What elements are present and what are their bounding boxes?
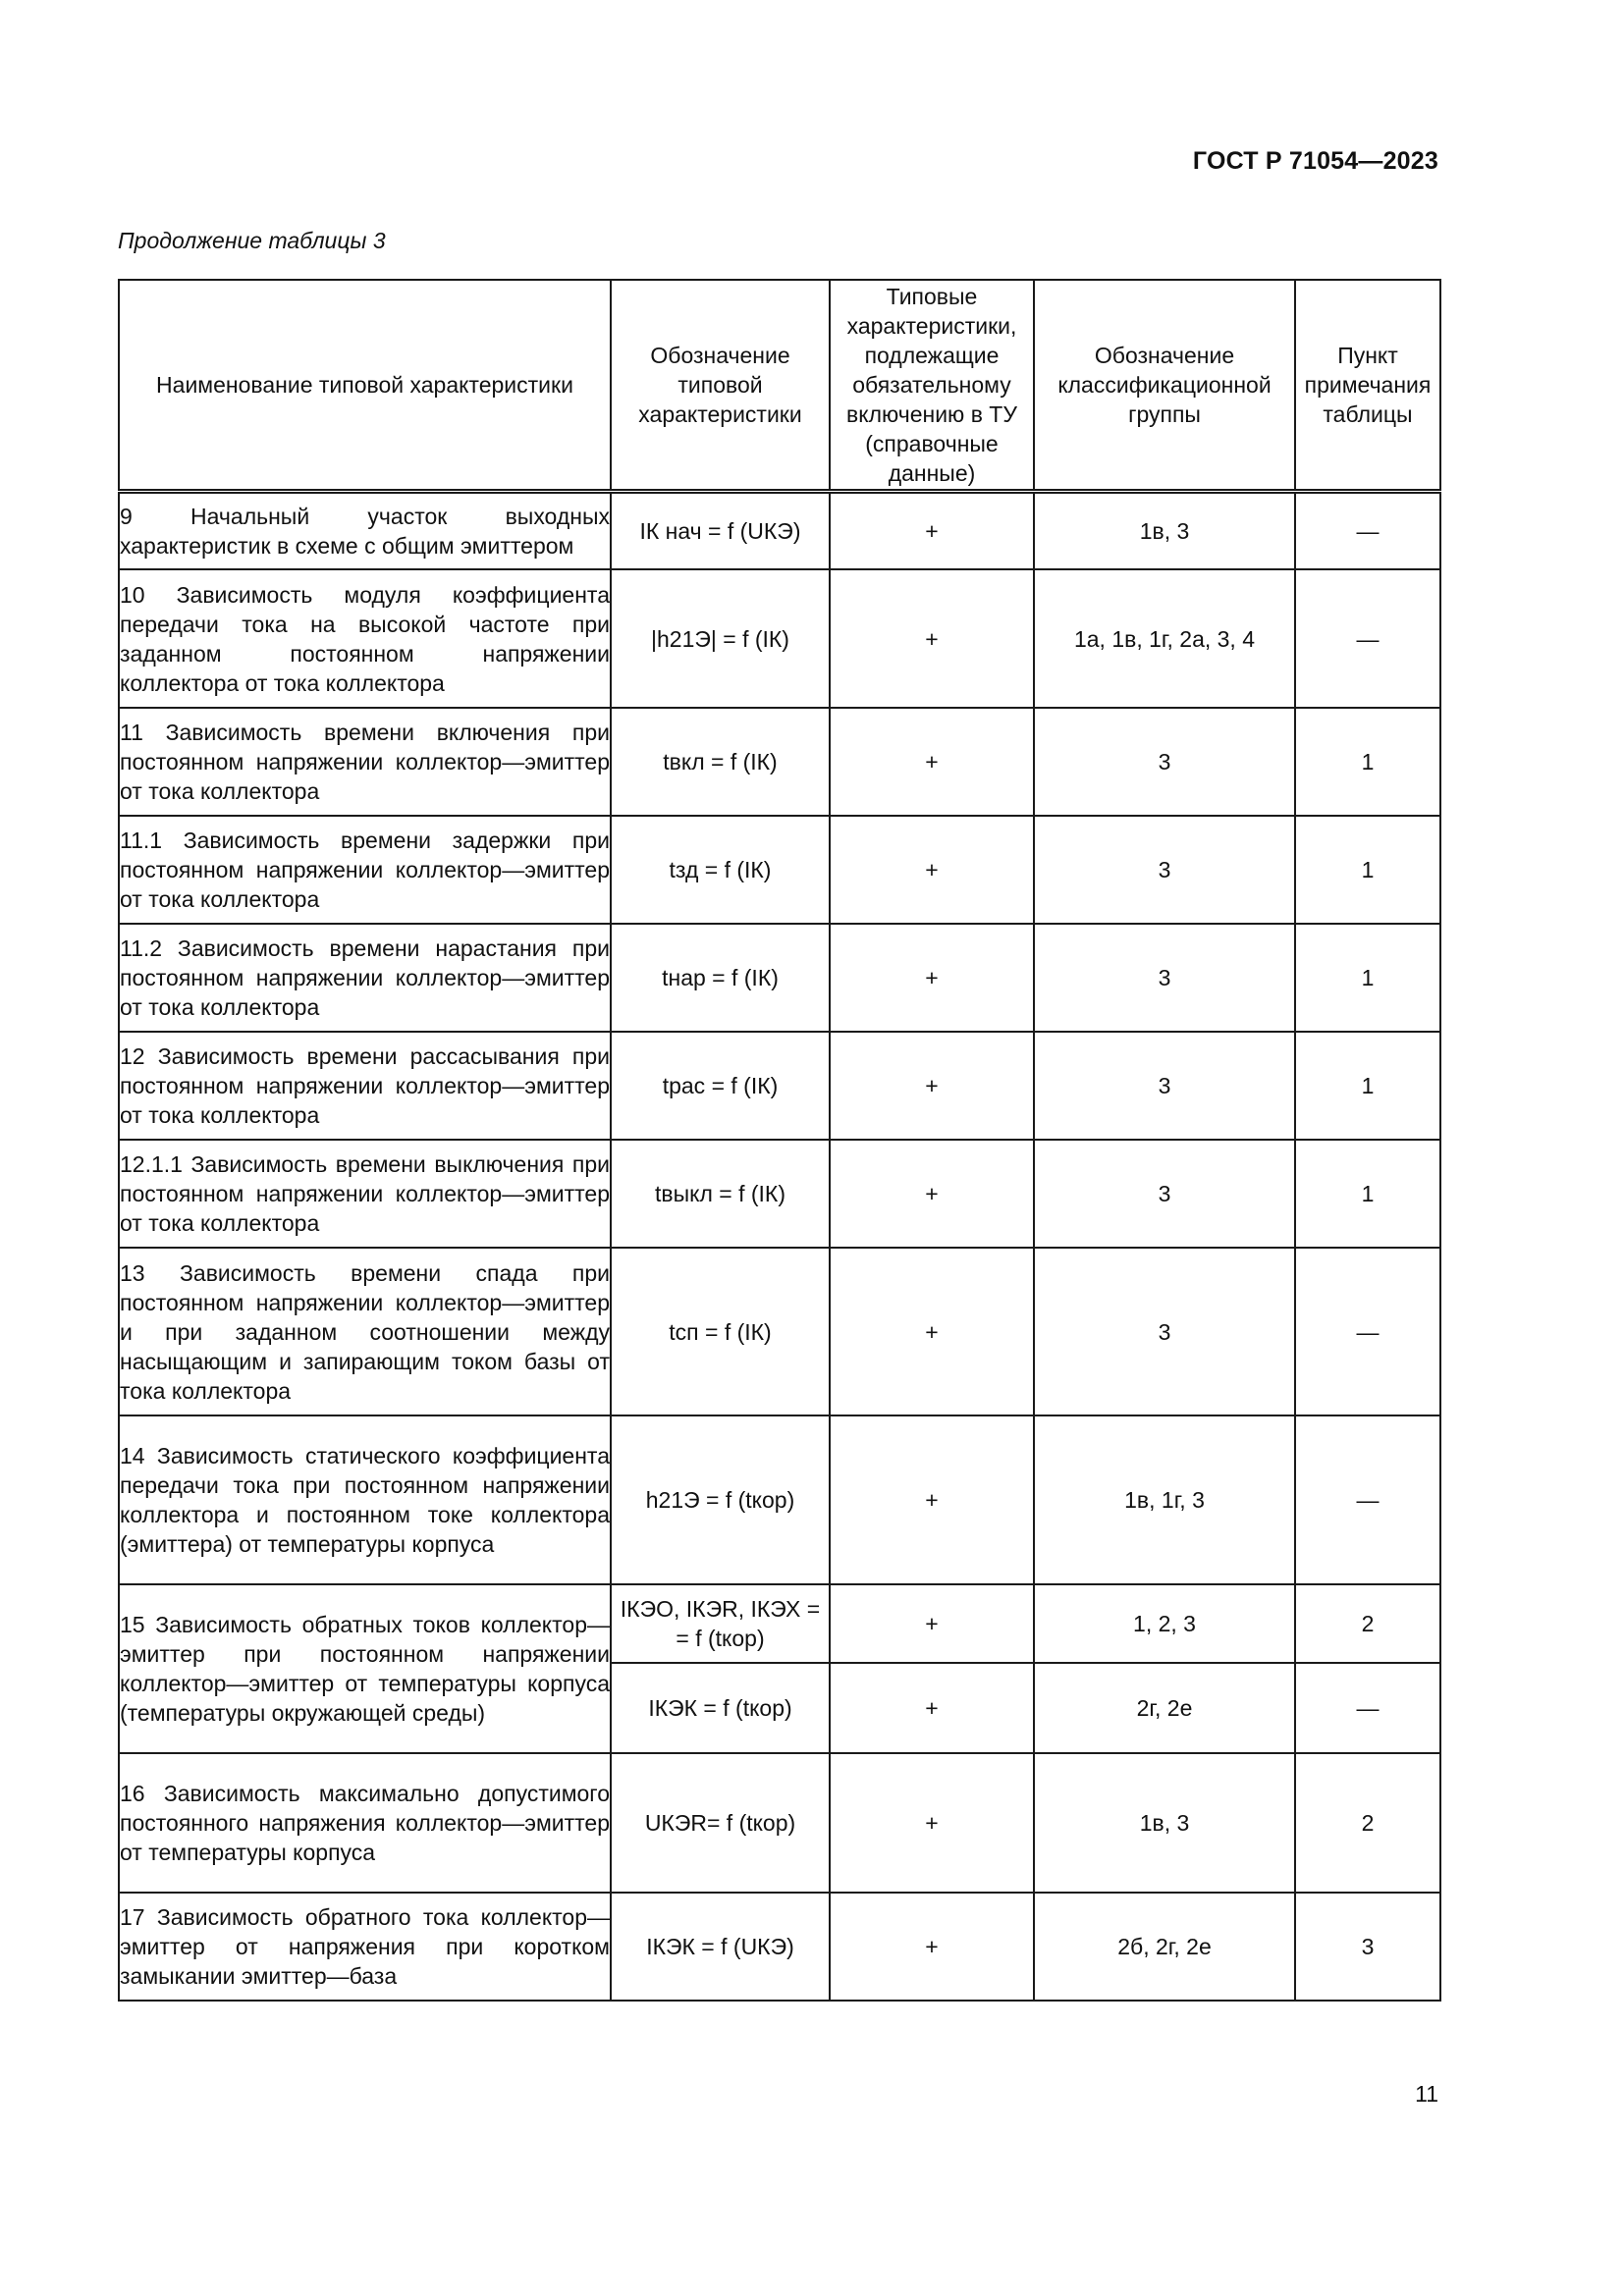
row-note: — xyxy=(1295,1663,1440,1753)
row-included: + xyxy=(830,1032,1034,1140)
row-note: 1 xyxy=(1295,1140,1440,1248)
table-row xyxy=(119,1584,1440,1663)
row-included: + xyxy=(830,924,1034,1032)
row-name: 11.1 Зависимость времени задержки при постоянном напряжении коллектор—эмиттер от тока коллектора xyxy=(119,816,611,924)
row-symbol xyxy=(611,1140,830,1248)
row-note: 1 xyxy=(1295,1032,1440,1140)
row-note: 1 xyxy=(1295,816,1440,924)
symbol-formula: IКЭО, IКЭR, IКЭХ = = f (tкор) xyxy=(620,1596,821,1651)
row-group: 3 xyxy=(1034,816,1295,924)
row-group: 3 xyxy=(1034,924,1295,1032)
col-header-included: Типовые характеристики, подлежащие обязательному включению в ТУ (справочные данные) xyxy=(830,280,1034,491)
row-symbol xyxy=(611,1248,830,1415)
symbol-formula: IК нач = f (UКЭ) xyxy=(639,517,801,544)
table-row xyxy=(119,569,1440,708)
page-number: 11 xyxy=(1415,2081,1438,2107)
row-note: — xyxy=(1295,569,1440,708)
row-included: + xyxy=(830,816,1034,924)
symbol-formula: tнар = f (IК) xyxy=(662,965,779,990)
row-group: 2г, 2е xyxy=(1034,1663,1295,1753)
row-note: — xyxy=(1295,1248,1440,1415)
symbol-formula: IКЭК = f (UКЭ) xyxy=(646,1934,794,1959)
row-symbol xyxy=(611,816,830,924)
row-group: 1в, 1г, 3 xyxy=(1034,1415,1295,1584)
row-group: 3 xyxy=(1034,1248,1295,1415)
row-included: + xyxy=(830,1248,1034,1415)
symbol-formula: tвыкл = f (IК) xyxy=(655,1181,785,1206)
row-name: 11.2 Зависимость времени нарастания при постоянном напряжении коллектор—эмиттер от тока коллектора xyxy=(119,924,611,1032)
row-name: 15 Зависимость обратных токов коллектор—эмиттер при постоянном напряжении коллектор—эмиттер от температуры корпуса (температуры окружающей среды) xyxy=(119,1584,611,1753)
table-row xyxy=(119,1753,1440,1893)
row-group: 3 xyxy=(1034,1032,1295,1140)
table-row xyxy=(119,1032,1440,1140)
row-symbol xyxy=(611,1584,830,1663)
table-row xyxy=(119,1248,1440,1415)
row-symbol xyxy=(611,569,830,708)
symbol-formula: tсп = f (IК) xyxy=(669,1318,772,1345)
row-group: 3 xyxy=(1034,708,1295,816)
symbol-formula: UКЭR= f (tкор) xyxy=(644,1810,796,1836)
row-included: + xyxy=(830,708,1034,816)
row-symbol xyxy=(611,1753,830,1893)
row-included: + xyxy=(830,1753,1034,1893)
row-note: 2 xyxy=(1295,1753,1440,1893)
row-included: + xyxy=(830,1415,1034,1584)
row-note: 1 xyxy=(1295,924,1440,1032)
symbol-formula: h21Э = f (tкор) xyxy=(645,1487,795,1513)
symbol-formula: tзд = f (IК) xyxy=(669,857,772,882)
row-included: + xyxy=(830,1584,1034,1663)
row-name: 13 Зависимость времени спада при постоянном напряжении коллектор—эмиттер и при заданном соотношении между насыщающим и запирающим током базы от тока коллектора xyxy=(119,1248,611,1415)
row-symbol xyxy=(611,1893,830,2001)
symbol-formula: |h21Э| = f (IК) xyxy=(651,625,789,652)
table-row xyxy=(119,1140,1440,1248)
row-included: + xyxy=(830,1140,1034,1248)
table-row xyxy=(119,816,1440,924)
symbol-formula: tрас = f (IК) xyxy=(662,1073,779,1098)
row-group: 1в, 3 xyxy=(1034,1753,1295,1893)
row-name: 12 Зависимость времени рассасывания при постоянном напряжении коллектор—эмиттер от тока коллектора xyxy=(119,1032,611,1140)
row-included: + xyxy=(830,1893,1034,2001)
row-symbol xyxy=(611,1663,830,1753)
row-symbol xyxy=(611,708,830,816)
row-group: 1, 2, 3 xyxy=(1034,1584,1295,1663)
col-header-note: Пункт примечания таблицы xyxy=(1295,280,1440,491)
col-header-symbol: Обозначение типовой характеристики xyxy=(611,280,830,491)
row-name: 14 Зависимость статического коэффициента передачи тока при постоянном напряжении коллектора и постоянном токе коллектора (эмиттера) от температуры корпуса xyxy=(119,1415,611,1584)
row-symbol xyxy=(611,1415,830,1584)
symbol-formula: tвкл = f (IК) xyxy=(663,749,778,774)
row-symbol xyxy=(611,924,830,1032)
symbol-formula: IКЭК = f (tкор) xyxy=(648,1695,792,1721)
col-header-group: Обозначение классификационной группы xyxy=(1034,280,1295,491)
table-continuation-caption: Продолжение таблицы 3 xyxy=(118,228,386,253)
characteristics-table xyxy=(118,279,1441,2002)
row-group: 1в, 3 xyxy=(1034,491,1295,569)
row-note: 1 xyxy=(1295,708,1440,816)
standard-designation: ГОСТ Р 71054—2023 xyxy=(1192,147,1438,175)
row-name: 9 Начальный участок выходных характеристик в схеме с общим эмиттером xyxy=(119,491,611,569)
row-note: — xyxy=(1295,1415,1440,1584)
col-header-name: Наименование типовой характеристики xyxy=(119,280,611,491)
row-name: 16 Зависимость максимально допустимого постоянного напряжения коллектор—эмиттер от температуры корпуса xyxy=(119,1753,611,1893)
row-note: 2 xyxy=(1295,1584,1440,1663)
row-name: 11 Зависимость времени включения при постоянном напряжении коллектор—эмиттер от тока коллектора xyxy=(119,708,611,816)
row-group: 2б, 2г, 2е xyxy=(1034,1893,1295,2001)
row-name: 17 Зависимость обратного тока коллектор—эмиттер от напряжения при коротком замыкании эмиттер—база xyxy=(119,1893,611,2001)
row-group: 1а, 1в, 1г, 2а, 3, 4 xyxy=(1034,569,1295,708)
row-note: — xyxy=(1295,491,1440,569)
table-row xyxy=(119,491,1440,569)
row-name: 12.1.1 Зависимость времени выключения при постоянном напряжении коллектор—эмиттер от тока коллектора xyxy=(119,1140,611,1248)
row-symbol xyxy=(611,1032,830,1140)
row-included: + xyxy=(830,491,1034,569)
table-row xyxy=(119,1893,1440,2001)
row-included: + xyxy=(830,1663,1034,1753)
table-row xyxy=(119,924,1440,1032)
table-row xyxy=(119,708,1440,816)
row-note: 3 xyxy=(1295,1893,1440,2001)
row-included: + xyxy=(830,569,1034,708)
row-symbol xyxy=(611,491,830,569)
table-header-row xyxy=(119,280,1440,491)
table-row xyxy=(119,1415,1440,1584)
row-group: 3 xyxy=(1034,1140,1295,1248)
row-name: 10 Зависимость модуля коэффициента передачи тока на высокой частоте при заданном постоянном напряжении коллектора от тока коллектора xyxy=(119,569,611,708)
